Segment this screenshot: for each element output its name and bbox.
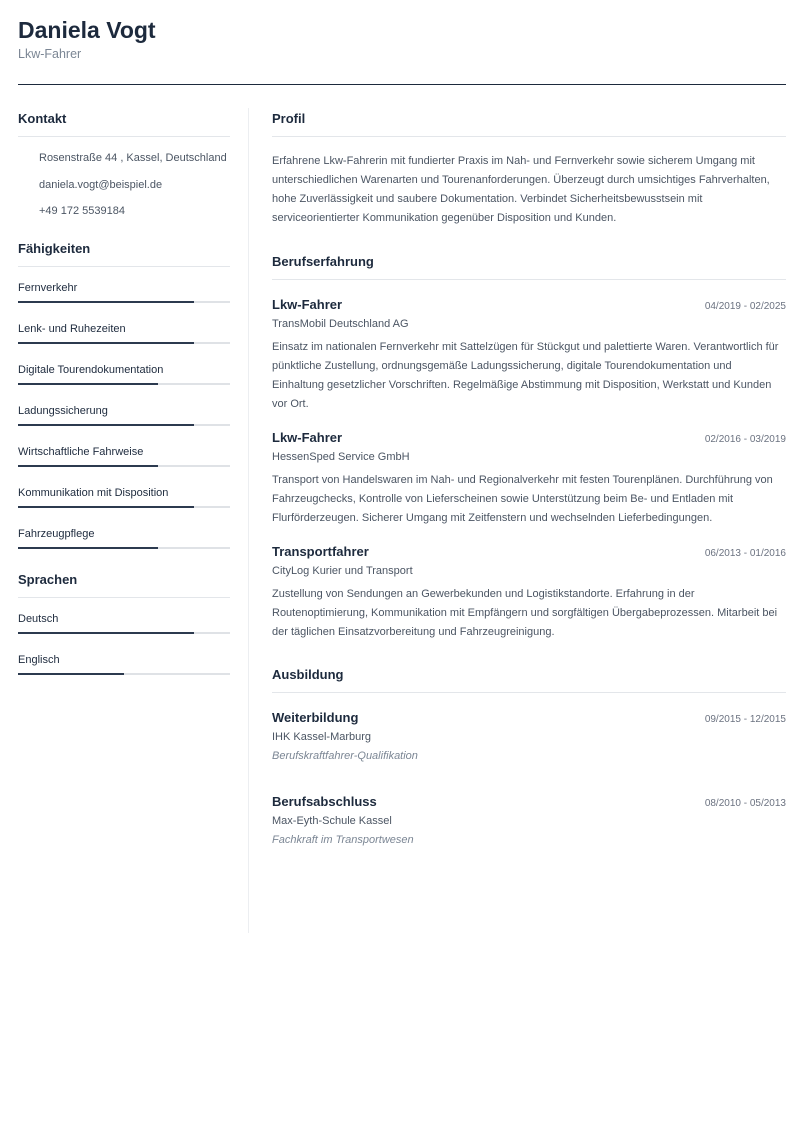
entry-date: 08/2010 - 05/2013	[704, 798, 786, 809]
skill-item-level-track	[18, 547, 230, 549]
resume-header	[18, 16, 786, 61]
contact-email[interactable]	[18, 172, 230, 199]
email-icon	[18, 179, 30, 191]
languages-section	[18, 571, 230, 680]
skill-item	[18, 390, 230, 431]
profile-heading-rule	[272, 136, 786, 137]
language-item-level-fill	[18, 632, 194, 634]
languages-list	[18, 598, 230, 680]
skill-item-label: Fernverkehr	[18, 281, 78, 294]
experience-entry	[272, 297, 786, 414]
header-divider	[18, 84, 786, 85]
entry-role: Lkw-Fahrer	[272, 297, 343, 312]
contact-phone	[18, 198, 230, 225]
skill-item-label: Wirtschaftliche Fahrweise	[18, 445, 144, 458]
contact-section	[18, 110, 230, 225]
contact-email-text[interactable]: daniela.vogt@beispiel.de	[39, 178, 163, 191]
skill-item-level-fill	[18, 342, 194, 344]
entry-description: Einsatz im nationalen Fernverkehr mit Sattelzügen für Stückgut und palettierte Waren. Verantwortlich für pünktliche Zustellung, ordnungsgemäße Ladungssicherung, digitale Tourendokumentation und Einhaltung gesetzlicher Vorschriften. Regelmäßige Abstimmung mit Disposition, Werkstatt und Kunden vor Ort.	[272, 341, 779, 410]
education-entry	[272, 794, 786, 846]
entry-date: 09/2015 - 12/2015	[704, 714, 786, 725]
language-item	[18, 598, 230, 639]
skill-item	[18, 349, 230, 390]
entry-organization: Max-Eyth-Schule Kassel	[272, 815, 392, 827]
skill-item	[18, 267, 230, 308]
skill-item-level-track	[18, 301, 230, 303]
skills-list	[18, 267, 230, 554]
experience-heading: Berufserfahrung	[272, 254, 374, 269]
education-heading-rule	[272, 692, 786, 693]
skill-item-level-track	[18, 465, 230, 467]
contact-address	[18, 145, 230, 172]
entry-role: Weiterbildung	[272, 710, 359, 725]
profile-heading: Profil	[272, 111, 306, 126]
profile-section	[272, 110, 786, 228]
education-heading: Ausbildung	[272, 667, 344, 682]
skill-item-level-track	[18, 424, 230, 426]
skill-item-level-track	[18, 383, 230, 385]
experience-entry	[272, 544, 786, 642]
entry-role: Lkw-Fahrer	[272, 430, 343, 445]
experience-section	[272, 253, 786, 642]
skills-heading: Fähigkeiten	[18, 240, 91, 256]
skill-item-level-track	[18, 342, 230, 344]
skill-item-label: Fahrzeugpflege	[18, 527, 95, 540]
contact-heading: Kontakt	[18, 111, 67, 126]
entry-organization: TransMobil Deutschland AG	[272, 318, 409, 330]
location-icon	[18, 152, 30, 164]
skill-item	[18, 431, 230, 472]
skill-item-label: Digitale Tourendokumentation	[18, 363, 164, 376]
skill-item-level-fill	[18, 301, 194, 303]
entry-organization: HessenSped Service GmbH	[272, 451, 410, 463]
skill-item	[18, 308, 230, 349]
skill-item	[18, 472, 230, 513]
experience-heading-rule	[272, 279, 786, 280]
skill-item-level-fill	[18, 465, 158, 467]
entry-qualification: Berufskraftfahrer-Qualifikation	[272, 750, 418, 762]
phone-icon	[18, 205, 30, 217]
education-section	[272, 666, 786, 846]
language-item	[18, 639, 230, 680]
sidebar	[18, 110, 230, 680]
main-content	[272, 110, 786, 846]
skill-item	[18, 513, 230, 554]
skill-item-label: Ladungssicherung	[18, 404, 108, 417]
language-item-label: Englisch	[18, 653, 60, 666]
language-item-level-fill	[18, 673, 124, 675]
entry-organization: CityLog Kurier und Transport	[272, 565, 413, 577]
entry-description: Zustellung von Sendungen an Gewerbekunden und Logistikstandorte. Erfahrung in der Routenoptimierung, Kommunikation mit Empfängern und sorgfältigen Übergabeprozessen. Mitarbeit bei der täglichen Einsatzvorbereitung und Fahrzeugreinigung.	[272, 588, 778, 638]
experience-entry	[272, 430, 786, 528]
languages-heading: Sprachen	[18, 571, 78, 587]
candidate-job-title: Lkw-Fahrer	[18, 47, 82, 61]
profile-text: Erfahrene Lkw-Fahrerin mit fundierter Praxis im Nah- und Fernverkehr sowie sicherem Umgang mit unterschiedlichen Warenarten und Tourenanforderungen. Überzeugt durch umsichtiges Fahrverhalten, hohe Zuverlässigkeit und saubere Dokumentation. Verbindet Sicherheitsbewusstsein mit serviceorientierter Kommunikation gegenüber Disposition und Kunden.	[272, 155, 770, 224]
language-item-level-track	[18, 673, 230, 675]
entry-qualification: Fachkraft im Transportwesen	[272, 834, 414, 846]
skill-item-level-fill	[18, 383, 158, 385]
skill-item-level-fill	[18, 547, 158, 549]
skills-section	[18, 240, 230, 554]
entry-date: 02/2016 - 03/2019	[704, 434, 786, 445]
skill-item-label: Lenk- und Ruhezeiten	[18, 322, 126, 335]
candidate-name: Daniela Vogt	[18, 17, 156, 43]
skill-item-level-fill	[18, 506, 194, 508]
entry-role: Berufsabschluss	[272, 794, 377, 809]
entry-organization: IHK Kassel-Marburg	[272, 731, 372, 743]
contact-phone-text: +49 172 5539184	[39, 205, 125, 218]
skill-item-label: Kommunikation mit Disposition	[18, 486, 169, 499]
contact-list	[18, 145, 230, 225]
entry-role: Transportfahrer	[272, 544, 369, 559]
contact-heading-rule	[18, 136, 230, 137]
entry-description: Transport von Handelswaren im Nah- und Regionalverkehr mit festen Tourenplänen. Durchführung von Fahrzeugchecks, Kontrolle von Lieferscheinen sowie Unterstützung beim Be- und Entladen mit Flurförderzeugen. Sicherer Umgang mit Zeitfenstern und wechselnden Lieferbedingungen.	[272, 474, 773, 524]
language-item-label: Deutsch	[18, 612, 59, 625]
entry-date: 04/2019 - 02/2025	[704, 301, 786, 312]
skill-item-level-track	[18, 506, 230, 508]
column-divider	[248, 108, 249, 933]
skill-item-level-fill	[18, 424, 194, 426]
entry-date: 06/2013 - 01/2016	[704, 548, 786, 559]
education-entry	[272, 710, 786, 762]
contact-address-text: Rosenstraße 44 , Kassel, Deutschland	[39, 152, 227, 165]
language-item-level-track	[18, 632, 230, 634]
